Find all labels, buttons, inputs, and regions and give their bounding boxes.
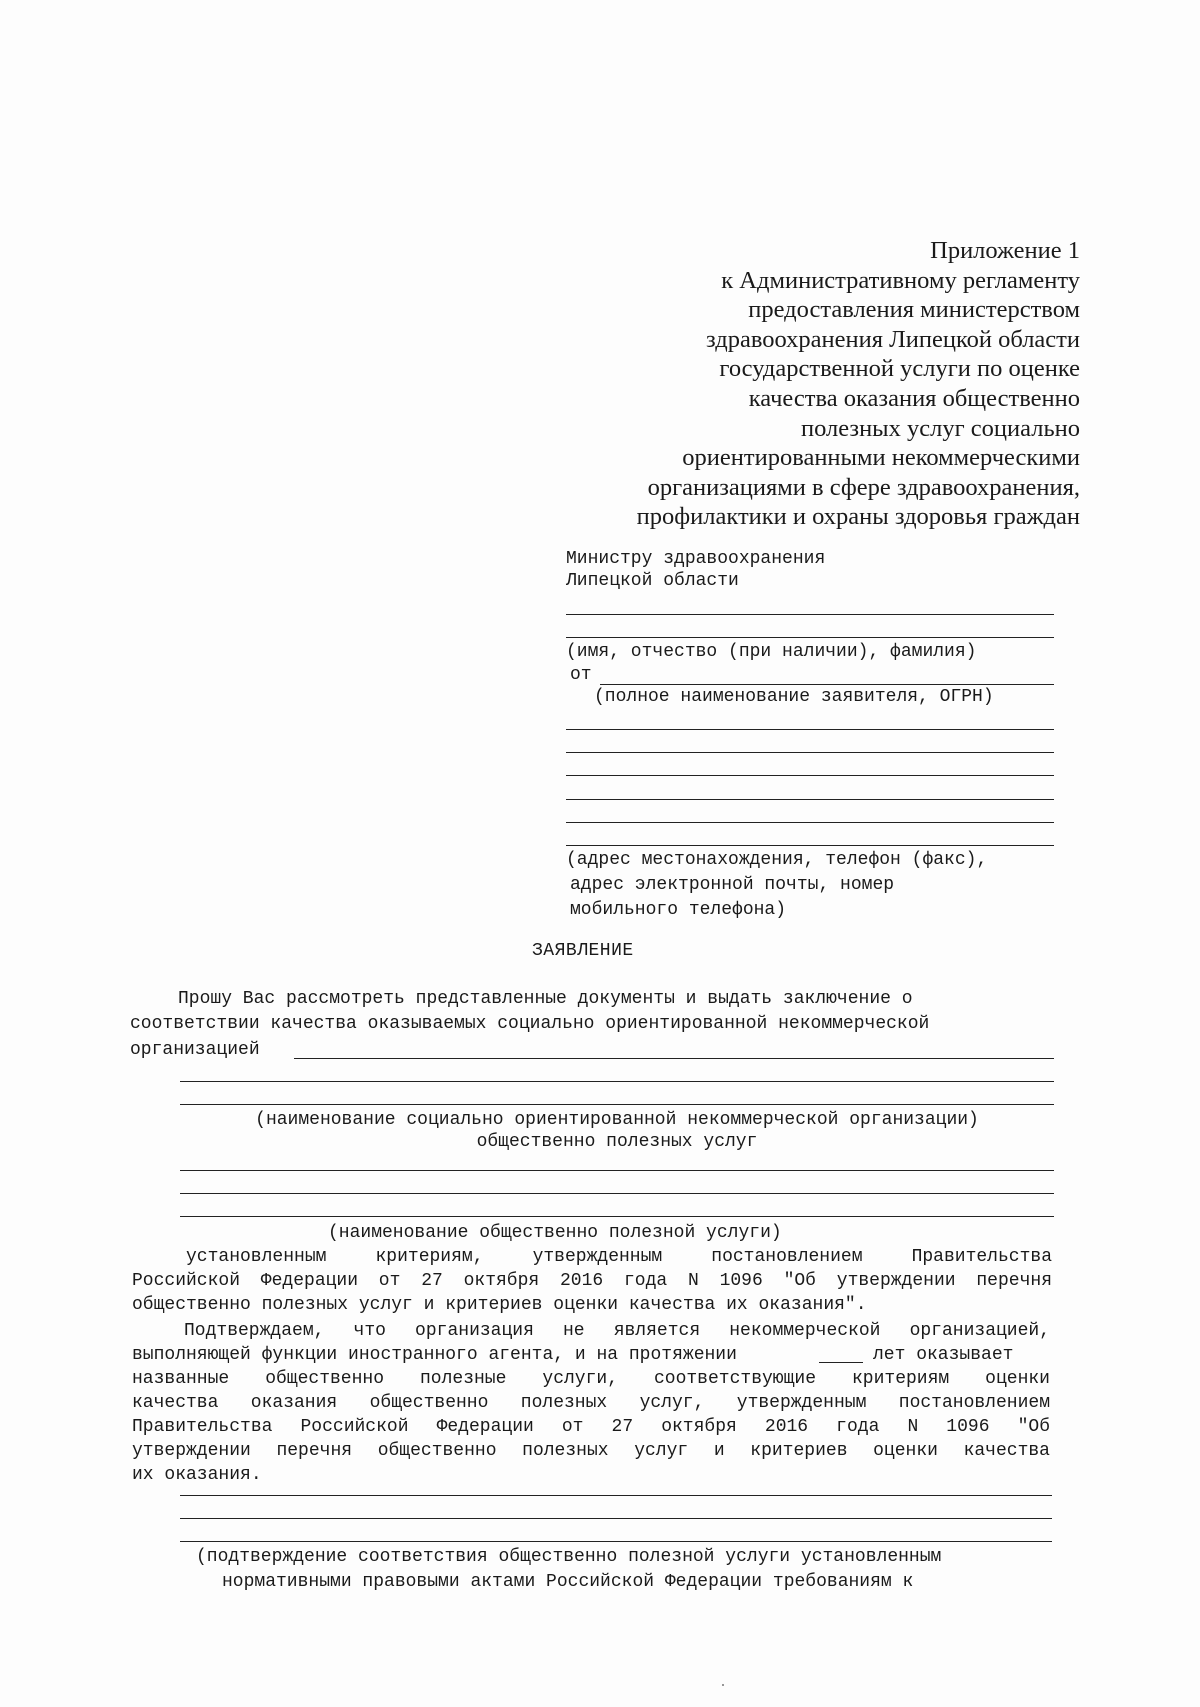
confirmation-field-2[interactable] <box>180 1518 1052 1519</box>
p3-line-6: утверждении перечня общественно полезных услуг и критериев оценки качества <box>132 1441 1050 1461</box>
address-field-6[interactable] <box>566 845 1054 846</box>
p3-line-3: названные общественно полезные услуги, соответствующие критериям оценки <box>132 1369 1050 1389</box>
appendix-line: полезных услуг социально <box>800 414 1080 442</box>
contacts-caption-2: адрес электронной почты, номер <box>570 875 895 895</box>
appendix-header <box>520 236 1080 532</box>
service-name-field-2[interactable] <box>180 1193 1054 1194</box>
p2-line-1: установленным критериям, утвержденным постановлением Правительства <box>186 1247 1052 1267</box>
appendix-line: организациями в сфере здравоохранения, <box>647 473 1080 501</box>
organization-name-field-2[interactable] <box>180 1081 1054 1082</box>
p3-line-2b: лет оказывает <box>873 1345 1014 1365</box>
p2-line-3: общественно полезных услуг и критериев оценки качества их оказания". <box>132 1295 867 1315</box>
address-field-4[interactable] <box>566 799 1054 800</box>
p1-line-1: Прошу Вас рассмотреть представленные документы и выдать заключение о <box>178 989 913 1009</box>
minister-name-field[interactable] <box>566 614 1054 615</box>
addressee-line-1: Министру здравоохранения <box>566 549 826 569</box>
organization-caption: (наименование социально ориентированной некоммерческой организации) <box>255 1110 979 1130</box>
contacts-caption-1: (адрес местонахождения, телефон (факс), <box>566 850 988 870</box>
confirmation-caption-2: нормативными правовыми актами Российской Федерации требованиям к <box>222 1572 914 1592</box>
appendix-line: к Административному регламенту <box>721 266 1080 294</box>
p3-line-5: Правительства Российской Федерации от 27 октября 2016 года N 1096 "Об <box>132 1417 1050 1437</box>
service-name-field-1[interactable] <box>180 1170 1054 1171</box>
appendix-line: Приложение 1 <box>930 237 1080 264</box>
minister-name-field-2[interactable] <box>566 637 1054 638</box>
services-label: общественно полезных услуг <box>476 1132 758 1152</box>
p3-line-7: их оказания. <box>132 1465 262 1485</box>
address-field-5[interactable] <box>566 822 1054 823</box>
p1-line-2: соответствии качества оказываемых социально ориентированной некоммерческой <box>130 1014 930 1034</box>
service-caption: (наименование общественно полезной услуги) <box>328 1223 782 1243</box>
from-label: от <box>570 665 592 685</box>
appendix-line: ориентированными некоммерческими <box>682 444 1080 472</box>
scan-speck <box>722 1684 724 1686</box>
p3-line-4: качества оказания общественно полезных услуг, утвержденным постановлением <box>132 1393 1050 1413</box>
name-caption: (имя, отчество (при наличии), фамилия) <box>566 642 977 662</box>
organization-name-field-3[interactable] <box>180 1104 1054 1105</box>
p2-line-2: Российской Федерации от 27 октября 2016 года N 1096 "Об утверждении перечня <box>132 1271 1052 1291</box>
contacts-caption-3: мобильного телефона) <box>570 900 787 920</box>
addressee-line-2: Липецкой области <box>566 571 739 591</box>
appendix-line: государственной услуги по оценке <box>719 355 1080 383</box>
applicant-caption: (полное наименование заявителя, ОГРН) <box>594 687 994 707</box>
appendix-line: качества оказания общественно <box>748 384 1080 412</box>
appendix-line: здравоохранения Липецкой области <box>706 325 1080 353</box>
years-field[interactable] <box>819 1362 863 1363</box>
appendix-line: предоставления министерством <box>748 296 1080 324</box>
confirmation-caption-1: (подтверждение соответствия общественно полезной услуги установленным <box>196 1547 942 1567</box>
address-field-3[interactable] <box>566 775 1054 776</box>
appendix-line: профилактики и охраны здоровья граждан <box>636 503 1080 531</box>
organization-name-field[interactable] <box>294 1058 1054 1059</box>
p1-line-3: организацией <box>130 1040 260 1060</box>
confirmation-field-3[interactable] <box>180 1541 1052 1542</box>
applicant-name-field[interactable] <box>600 684 1054 685</box>
service-name-field-3[interactable] <box>180 1216 1054 1217</box>
p3-line-2a: выполняющей функции иностранного агента, и на протяжении <box>132 1345 737 1365</box>
statement-title: ЗАЯВЛЕНИЕ <box>532 941 634 961</box>
p3-line-1: Подтверждаем, что организация не является некоммерческой организацией, <box>184 1321 1050 1341</box>
confirmation-field-1[interactable] <box>180 1495 1052 1496</box>
address-field-1[interactable] <box>566 729 1054 730</box>
address-field-2[interactable] <box>566 752 1054 753</box>
